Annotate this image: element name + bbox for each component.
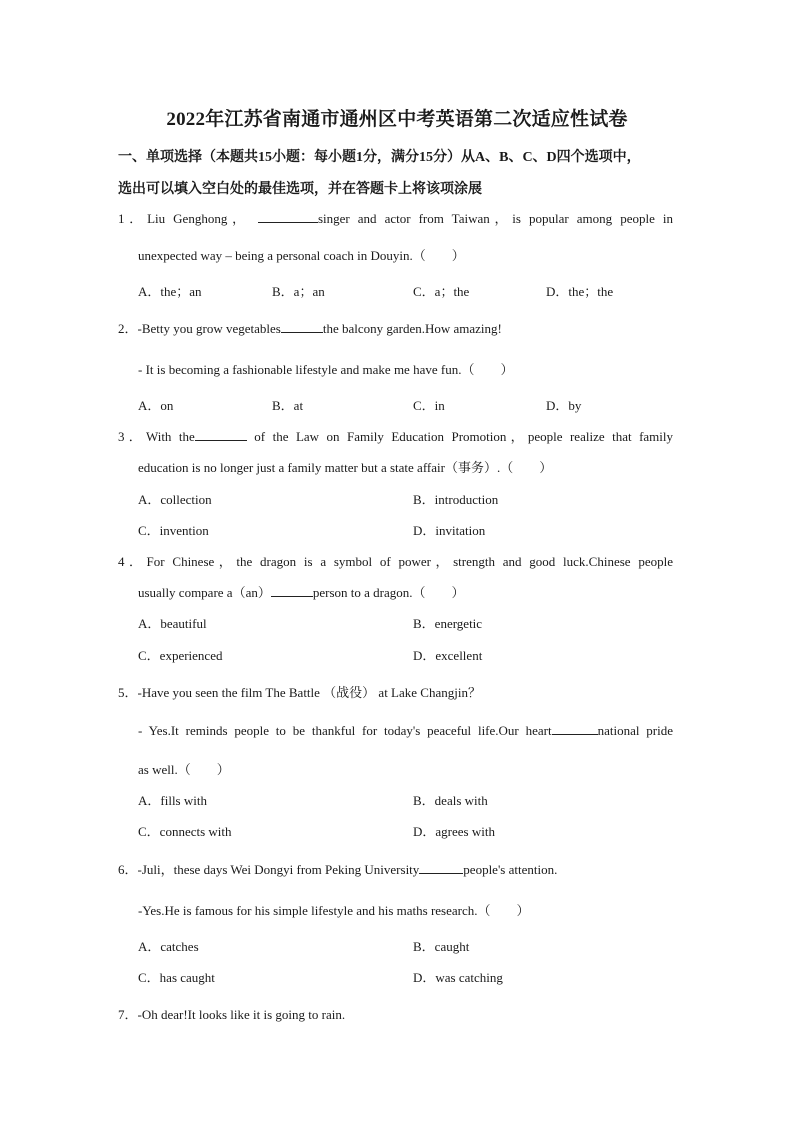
question-6-text-pre: 6．-Juli，these days Wei Dongyi from Peking University xyxy=(118,862,420,877)
question-5-option-d: D．agrees with xyxy=(413,824,495,839)
question-2-option-b: B．at xyxy=(272,398,304,413)
question-1-text-post: singer and actor from Taiwan，is popular among people in xyxy=(317,211,673,226)
question-3-option-d: D．invitation xyxy=(413,523,486,538)
question-6-option-a: A．catches xyxy=(138,939,199,954)
question-7-line1: 7．-Oh dear!It looks like it is going to rain. xyxy=(118,1007,346,1022)
question-2-line2: - It is becoming a fashionable lifestyle and make me have fun.（ ） xyxy=(138,362,514,377)
question-5-option-b: B．deals with xyxy=(413,793,488,808)
question-2-option-c: C．in xyxy=(413,398,445,413)
question-6-blank xyxy=(419,862,463,874)
question-6-line1 xyxy=(118,859,557,878)
question-3-option-c: C．invention xyxy=(138,523,209,538)
question-6-line2: -Yes.He is famous for his simple lifestyle and his maths research.（ ） xyxy=(138,903,530,918)
question-1-option-c: C．a；the xyxy=(413,284,470,299)
question-4-option-c: C．experienced xyxy=(138,648,223,663)
question-3-option-a: A．collection xyxy=(138,492,212,507)
question-3-option-b: B．introduction xyxy=(413,492,499,507)
question-3-text-pre: 3．With the xyxy=(118,429,195,444)
question-6-option-b: B．caught xyxy=(413,939,470,954)
question-1-blank xyxy=(258,211,318,223)
question-1-line2: unexpected way – being a personal coach in Douyin.（ ） xyxy=(138,248,465,263)
question-1-option-d: D．the；the xyxy=(546,284,614,299)
question-5-option-a: A．fills with xyxy=(138,793,207,808)
question-6-option-d: D．was catching xyxy=(413,970,503,985)
question-2-option-a: A．on xyxy=(138,398,174,413)
section-instruction-line2: 选出可以填入空白处的最佳选项，并在答题卡上将该项涂展 xyxy=(118,182,482,197)
question-2-line1 xyxy=(118,318,502,337)
page-title: 2022年江苏省南通市通州区中考英语第二次适应性试卷 xyxy=(166,109,628,130)
question-5-option-c: C．connects with xyxy=(138,824,232,839)
question-5-text-post: national pride xyxy=(597,723,673,738)
question-2-text-post: the balcony garden.How amazing! xyxy=(322,321,502,336)
question-4-option-b: B．energetic xyxy=(413,616,483,631)
question-5-line3: as well.（ ） xyxy=(138,762,230,777)
question-5-line2 xyxy=(138,723,673,739)
question-6-option-c: C．has caught xyxy=(138,970,215,985)
question-3-text-post: of the Law on Family Education Promotion，people realize that family xyxy=(254,429,673,444)
question-2-blank xyxy=(281,321,323,333)
section-instruction-line1: 一、单项选择（本题共15小题：每小题1分，满分15分）从A、B、C、D四个选项中， xyxy=(118,150,641,165)
question-4-text-pre: usually compare a（an） xyxy=(138,585,271,600)
question-5-line1: 5．-Have you seen the film The Battle （战役） at Lake Changjin？ xyxy=(118,685,481,700)
question-1-line1 xyxy=(118,208,673,227)
question-4-line1: 4．For Chinese，the dragon is a symbol of power，strength and good luck.Chinese people xyxy=(118,554,673,569)
question-2-option-d: D．by xyxy=(546,398,582,413)
question-3-blank xyxy=(195,429,247,441)
question-1-option-b: B．a；an xyxy=(272,284,325,299)
question-5-text-pre: - Yes.It reminds people to be thankful for today's peaceful life.Our heart xyxy=(138,723,552,738)
question-2-text-pre: 2．-Betty you grow vegetables xyxy=(118,321,281,336)
question-4-option-a: A．beautiful xyxy=(138,616,207,631)
question-1-option-a: A．the；an xyxy=(138,284,202,299)
question-1-text-pre: 1．Liu Genghong， xyxy=(118,211,250,226)
question-6-text-post: people's attention. xyxy=(463,862,558,877)
question-3-line2: education is no longer just a family matter but a state affair（事务）.（ ） xyxy=(138,460,553,475)
question-4-text-post: person to a dragon.（ ） xyxy=(312,585,465,600)
question-4-line2 xyxy=(138,582,465,601)
question-5-blank xyxy=(552,723,598,735)
question-4-blank xyxy=(271,585,313,597)
question-4-option-d: D．excellent xyxy=(413,648,483,663)
question-3-line1 xyxy=(118,426,673,445)
